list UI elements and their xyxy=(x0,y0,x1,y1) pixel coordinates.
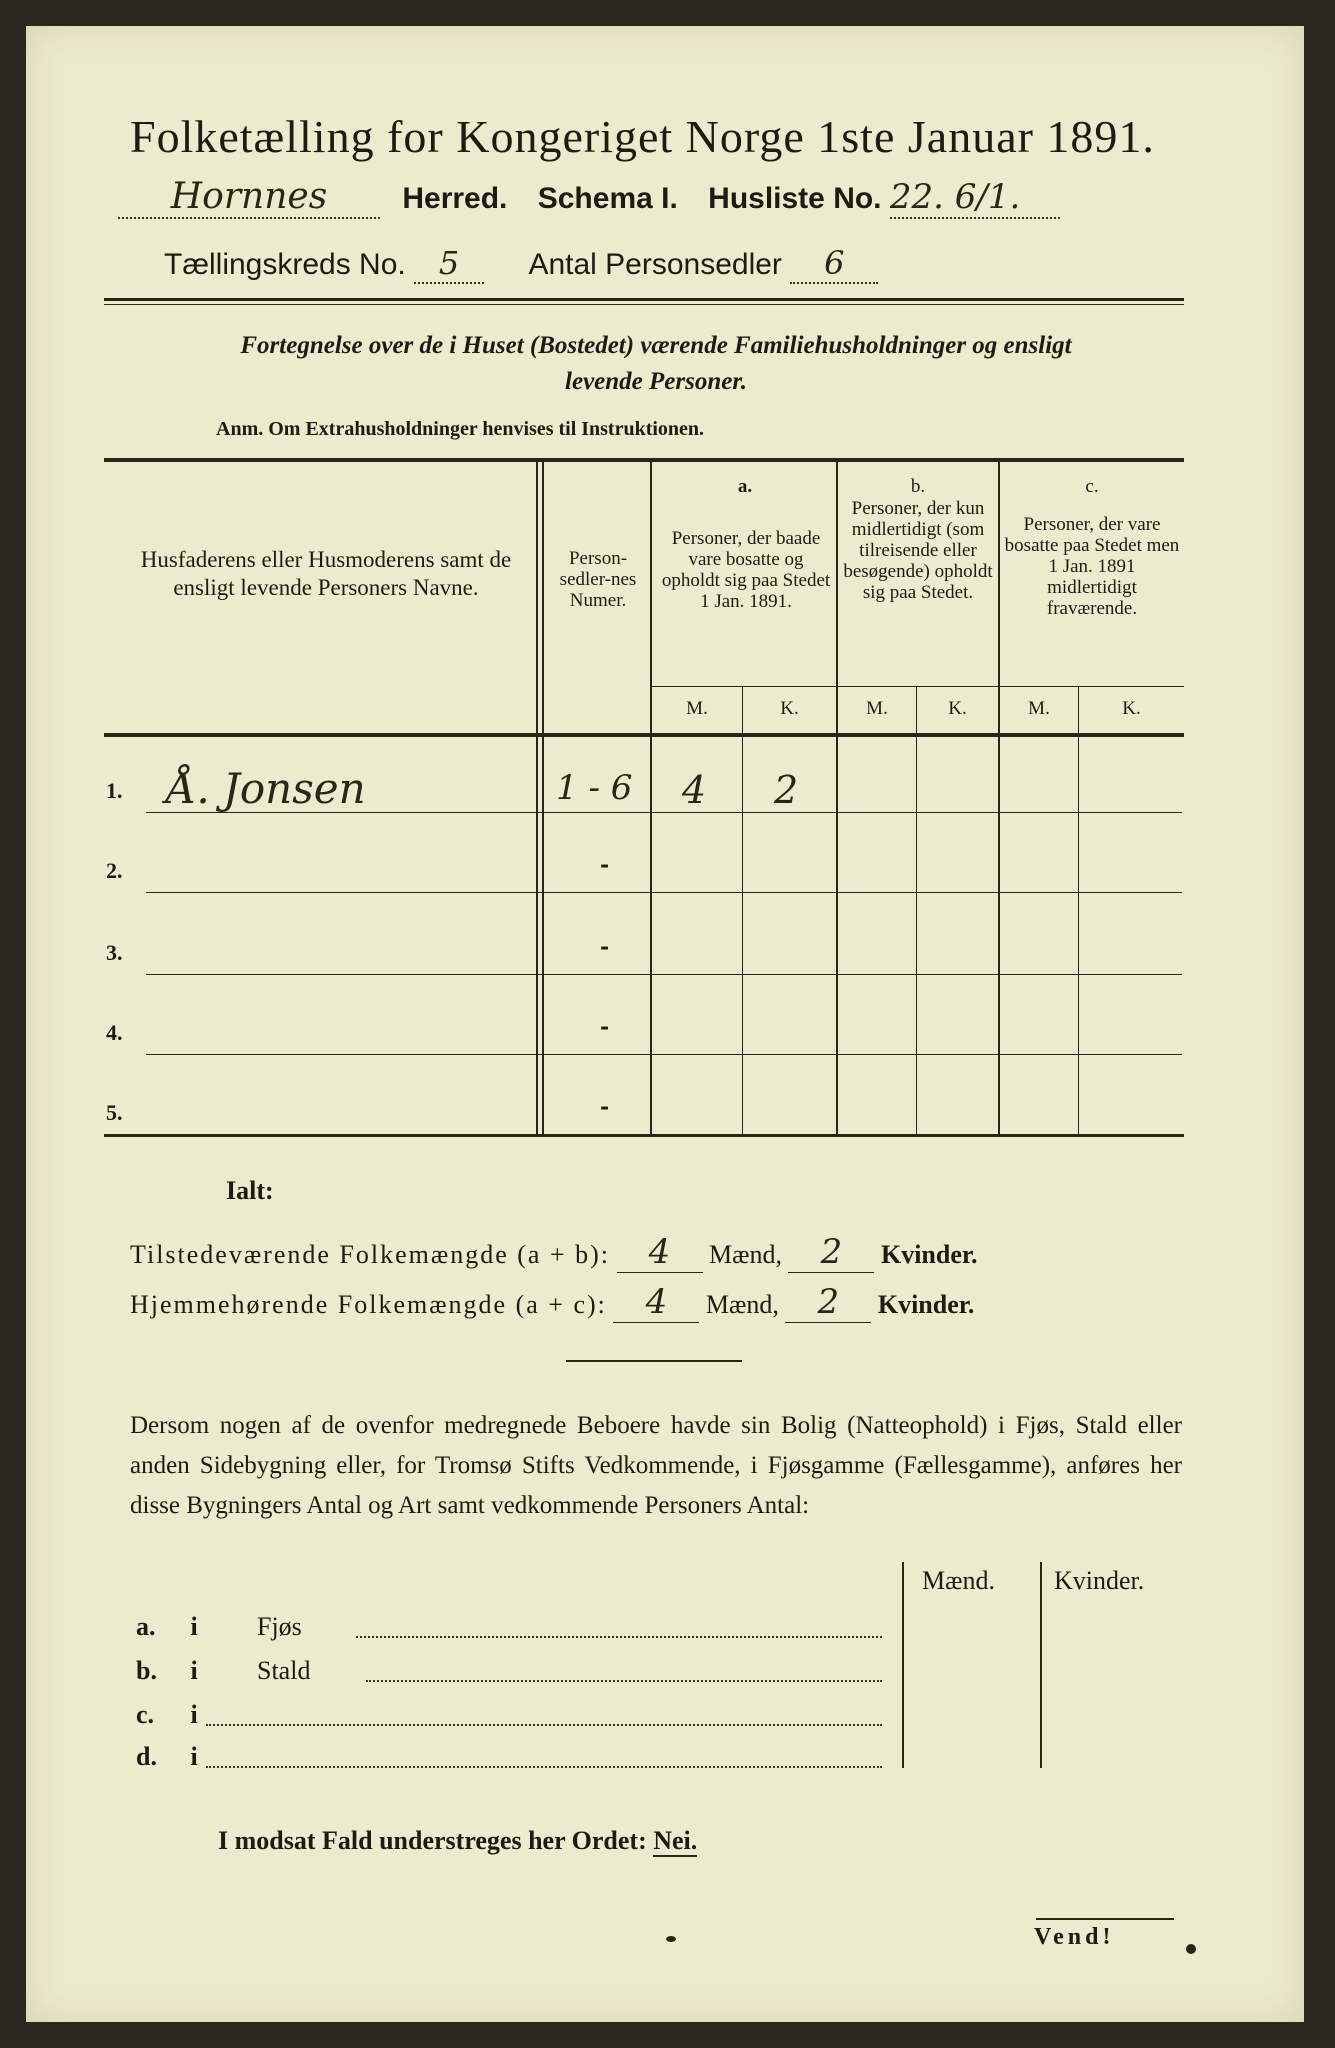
buildings-kvinder-header: Kvinder. xyxy=(1054,1566,1145,1595)
husliste-value: 22. 6/1. xyxy=(890,177,1060,219)
kreds-value: 5 xyxy=(414,244,484,284)
row-number: 3. xyxy=(106,940,123,965)
description xyxy=(130,328,1182,400)
col-a-k: K. xyxy=(780,698,799,719)
hjemme-row xyxy=(130,1282,974,1323)
col-c-letter: c. xyxy=(1085,476,1099,497)
col-c-k: K. xyxy=(1122,698,1141,719)
col-b-m: M. xyxy=(866,698,888,719)
antal-label: Antal Personsedler xyxy=(528,248,782,281)
header-rule xyxy=(104,298,1184,301)
building-prep: i xyxy=(190,1656,198,1685)
form-title: Folketælling for Kongeriget Norge 1ste Januar 1891. xyxy=(130,111,1155,162)
maend-label: Mænd, xyxy=(709,1240,782,1269)
row-sedler: - xyxy=(600,934,610,960)
row-sedler: - xyxy=(600,852,610,878)
census-form-sheet xyxy=(26,26,1304,2022)
kvinder-label: Kvinder. xyxy=(880,1240,978,1269)
building-prep: i xyxy=(190,1612,198,1641)
col-a-letter: a. xyxy=(737,476,753,497)
col-b-letter: b. xyxy=(910,476,926,497)
buildings-maend-header: Mænd. xyxy=(922,1566,995,1595)
hjemme-k: 2 xyxy=(785,1282,871,1323)
row-number: 2. xyxy=(106,858,123,883)
col-b-header: Personer, der kun midlertidigt (som tilreisende eller besøgende) opholdt sig paa Stedet. xyxy=(843,498,993,603)
hjemme-label: Hjemmehørende Folkemængde (a + c): xyxy=(130,1290,607,1319)
schema-label: Schema I. xyxy=(537,182,678,215)
building-label: Stald xyxy=(257,1656,311,1685)
herred-value: Hornnes xyxy=(118,176,380,219)
building-letter: b. xyxy=(136,1656,157,1685)
herred-line xyxy=(118,176,1060,219)
row-number: 4. xyxy=(106,1020,123,1045)
kvinder-label: Kvinder. xyxy=(877,1290,975,1319)
modsat-label: I modsat Fald understreges her Ordet: xyxy=(218,1826,647,1855)
building-row xyxy=(136,1612,896,1642)
tilsted-label: Tilstedeværende Folkemængde (a + b): xyxy=(130,1240,610,1269)
ink-mark xyxy=(666,1936,676,1942)
col-a-header: Personer, der baade vare bosatte og opholdt sig paa Stedet 1 Jan. 1891. xyxy=(661,528,831,612)
col-num-header: Person-sedler-nes Numer. xyxy=(559,548,637,611)
kreds-line xyxy=(164,244,878,284)
row-number: 1. xyxy=(106,778,123,803)
row-number: 5. xyxy=(106,1100,123,1125)
row-sedler: - xyxy=(600,1014,610,1040)
row-a-m: 4 xyxy=(682,768,707,812)
nei-word: Nei. xyxy=(653,1826,698,1855)
section-divider xyxy=(566,1360,742,1362)
row-sedler: 1 - 6 xyxy=(556,768,633,808)
description-line2: levende Personer. xyxy=(565,368,747,395)
maend-label: Mænd, xyxy=(705,1290,779,1319)
building-row xyxy=(136,1656,896,1686)
antal-value: 6 xyxy=(790,244,878,284)
building-letter: d. xyxy=(136,1742,157,1771)
sidebuilding-paragraph: Dersom nogen af de ovenfor medregnede Beboere havde sin Bolig (Natteophold) i Fjøs, Stald eller anden Sidebygning eller, for Tromsø Stifts Vedkommende, i Fjøsgamme (Fællesgamme), anføres her disse Bygningers Antal og Art samt vedkommende Personers Antal: xyxy=(130,1412,1182,1519)
building-letter: a. xyxy=(136,1612,156,1641)
building-row xyxy=(136,1742,896,1772)
row-name: Å. Jonsen xyxy=(166,764,366,813)
kreds-label: Tællingskreds No. xyxy=(164,248,406,281)
annotation-note: Anm. Om Extrahusholdninger henvises til Instruktionen. xyxy=(216,418,705,440)
header-rule-thin xyxy=(104,304,1184,305)
building-prep: i xyxy=(190,1700,198,1729)
tilsted-row xyxy=(130,1232,978,1273)
description-line1: Fortegnelse over de i Huset (Bostedet) værende Familiehusholdninger og ensligt xyxy=(240,332,1072,359)
ialt-label: Ialt: xyxy=(226,1176,274,1205)
tilsted-m: 4 xyxy=(617,1232,703,1273)
row-sedler: - xyxy=(600,1094,610,1120)
husliste-label: Husliste No. xyxy=(708,182,882,215)
col-c-m: M. xyxy=(1028,698,1050,719)
modsat-line xyxy=(218,1826,697,1856)
col-c-header: Personer, der vare bosatte paa Stedet men 1 Jan. 1891 midlertidigt fraværende. xyxy=(1004,514,1180,619)
tilsted-k: 2 xyxy=(788,1232,874,1273)
building-label: Fjøs xyxy=(257,1612,302,1641)
hjemme-m: 4 xyxy=(613,1282,699,1323)
building-letter: c. xyxy=(136,1700,155,1729)
building-prep: i xyxy=(190,1742,198,1771)
row-a-k: 2 xyxy=(774,768,799,812)
col-name-header: Husfaderens eller Husmoderens samt de ensligt levende Personers Navne. xyxy=(140,547,512,600)
herred-label: Herred. xyxy=(402,182,508,215)
vend-label: Vend! xyxy=(1034,1924,1115,1950)
col-b-k: K. xyxy=(948,698,967,719)
vend-rule xyxy=(1036,1918,1174,1920)
building-row xyxy=(136,1700,896,1730)
col-a-m: M. xyxy=(686,698,708,719)
ink-mark xyxy=(1186,1944,1196,1954)
